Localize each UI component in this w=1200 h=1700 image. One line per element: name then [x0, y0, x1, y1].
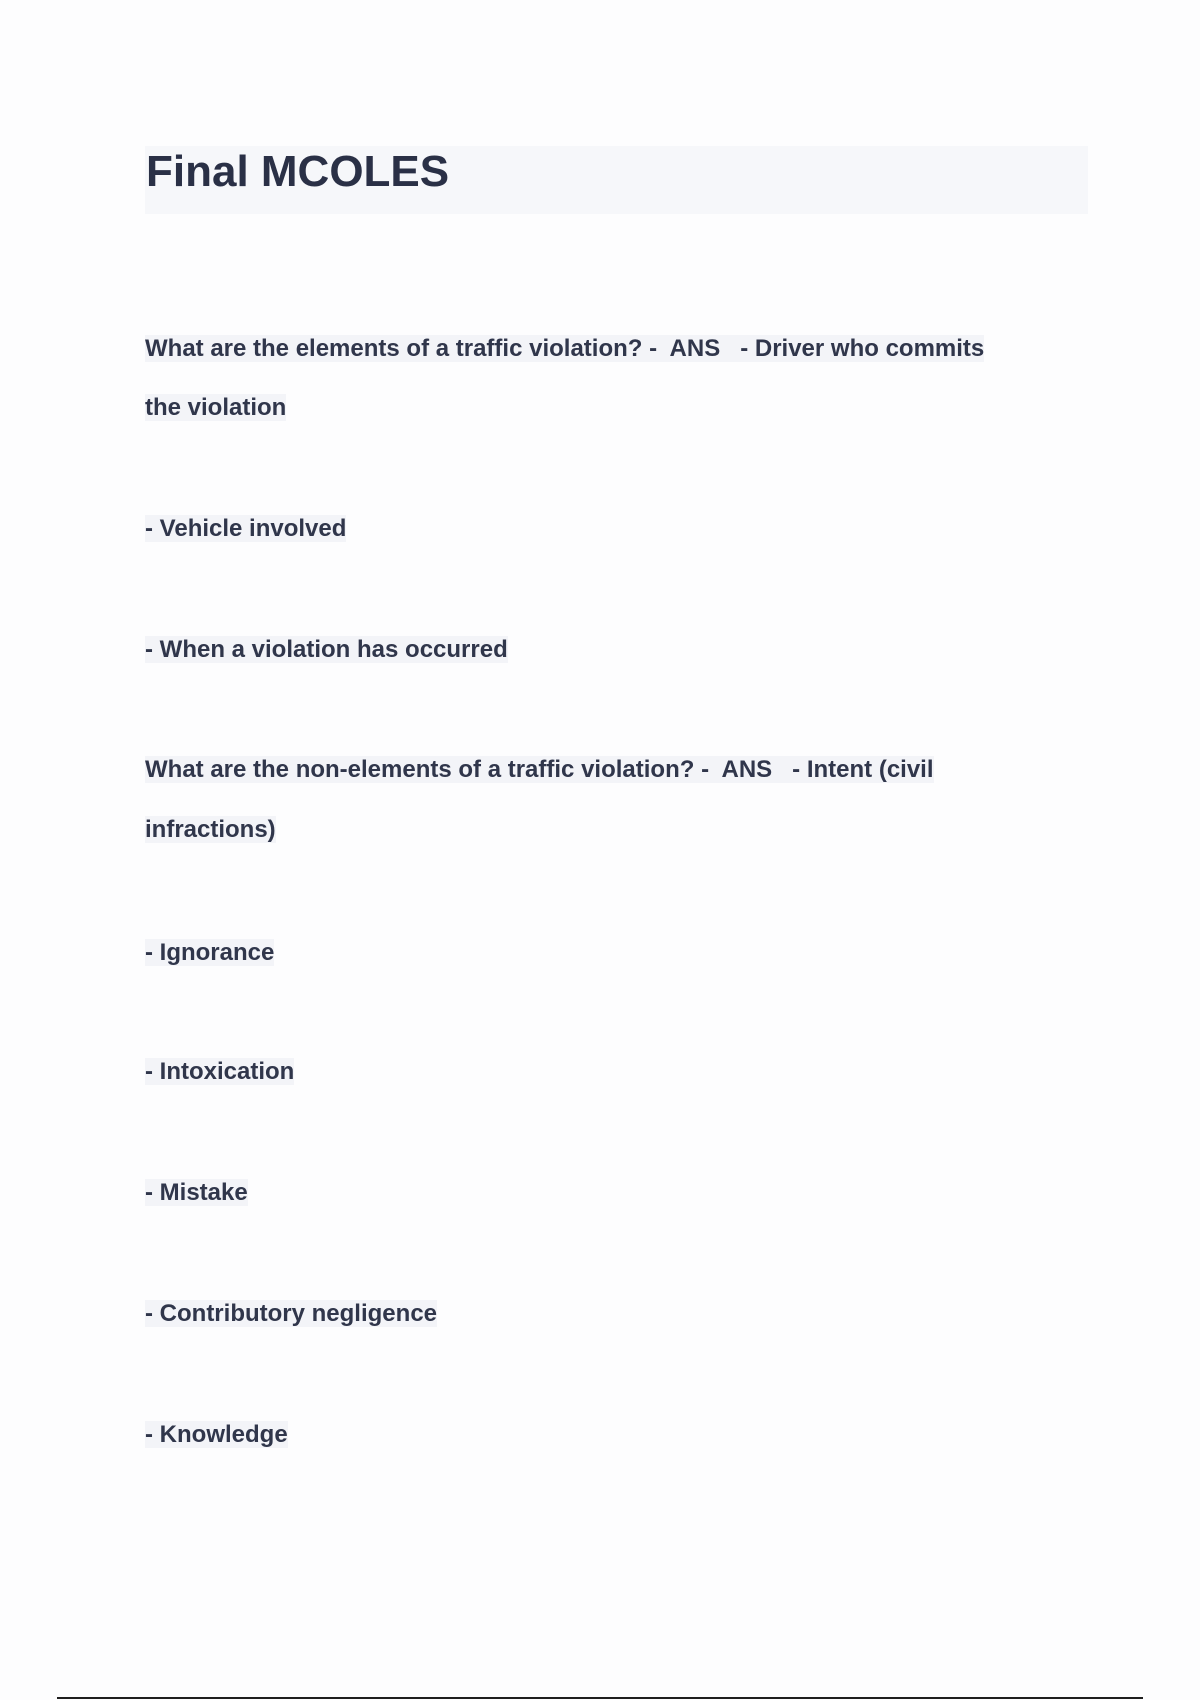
document-title: Final MCOLES: [146, 147, 450, 196]
q2-answer-item: - Mistake: [145, 1179, 248, 1206]
q2-question-line-2: infractions): [145, 816, 276, 843]
footer-divider: [57, 1697, 1143, 1699]
q1-answer-item: - When a violation has occurred: [145, 636, 508, 663]
q2-answer-item: - Knowledge: [145, 1421, 288, 1448]
q2-answer-item: - Contributory negligence: [145, 1300, 438, 1327]
q1-answer-item: - Vehicle involved: [145, 515, 347, 542]
q1-question-line-1: What are the elements of a traffic violation? - ANS - Driver who commits: [145, 335, 985, 362]
q2-question-line-1: What are the non-elements of a traffic violation? - ANS - Intent (civil: [145, 756, 934, 783]
q2-answer-item: - Ignorance: [145, 939, 275, 966]
q1-question-line-2: the violation: [145, 394, 287, 421]
q2-answer-item: - Intoxication: [145, 1058, 295, 1085]
